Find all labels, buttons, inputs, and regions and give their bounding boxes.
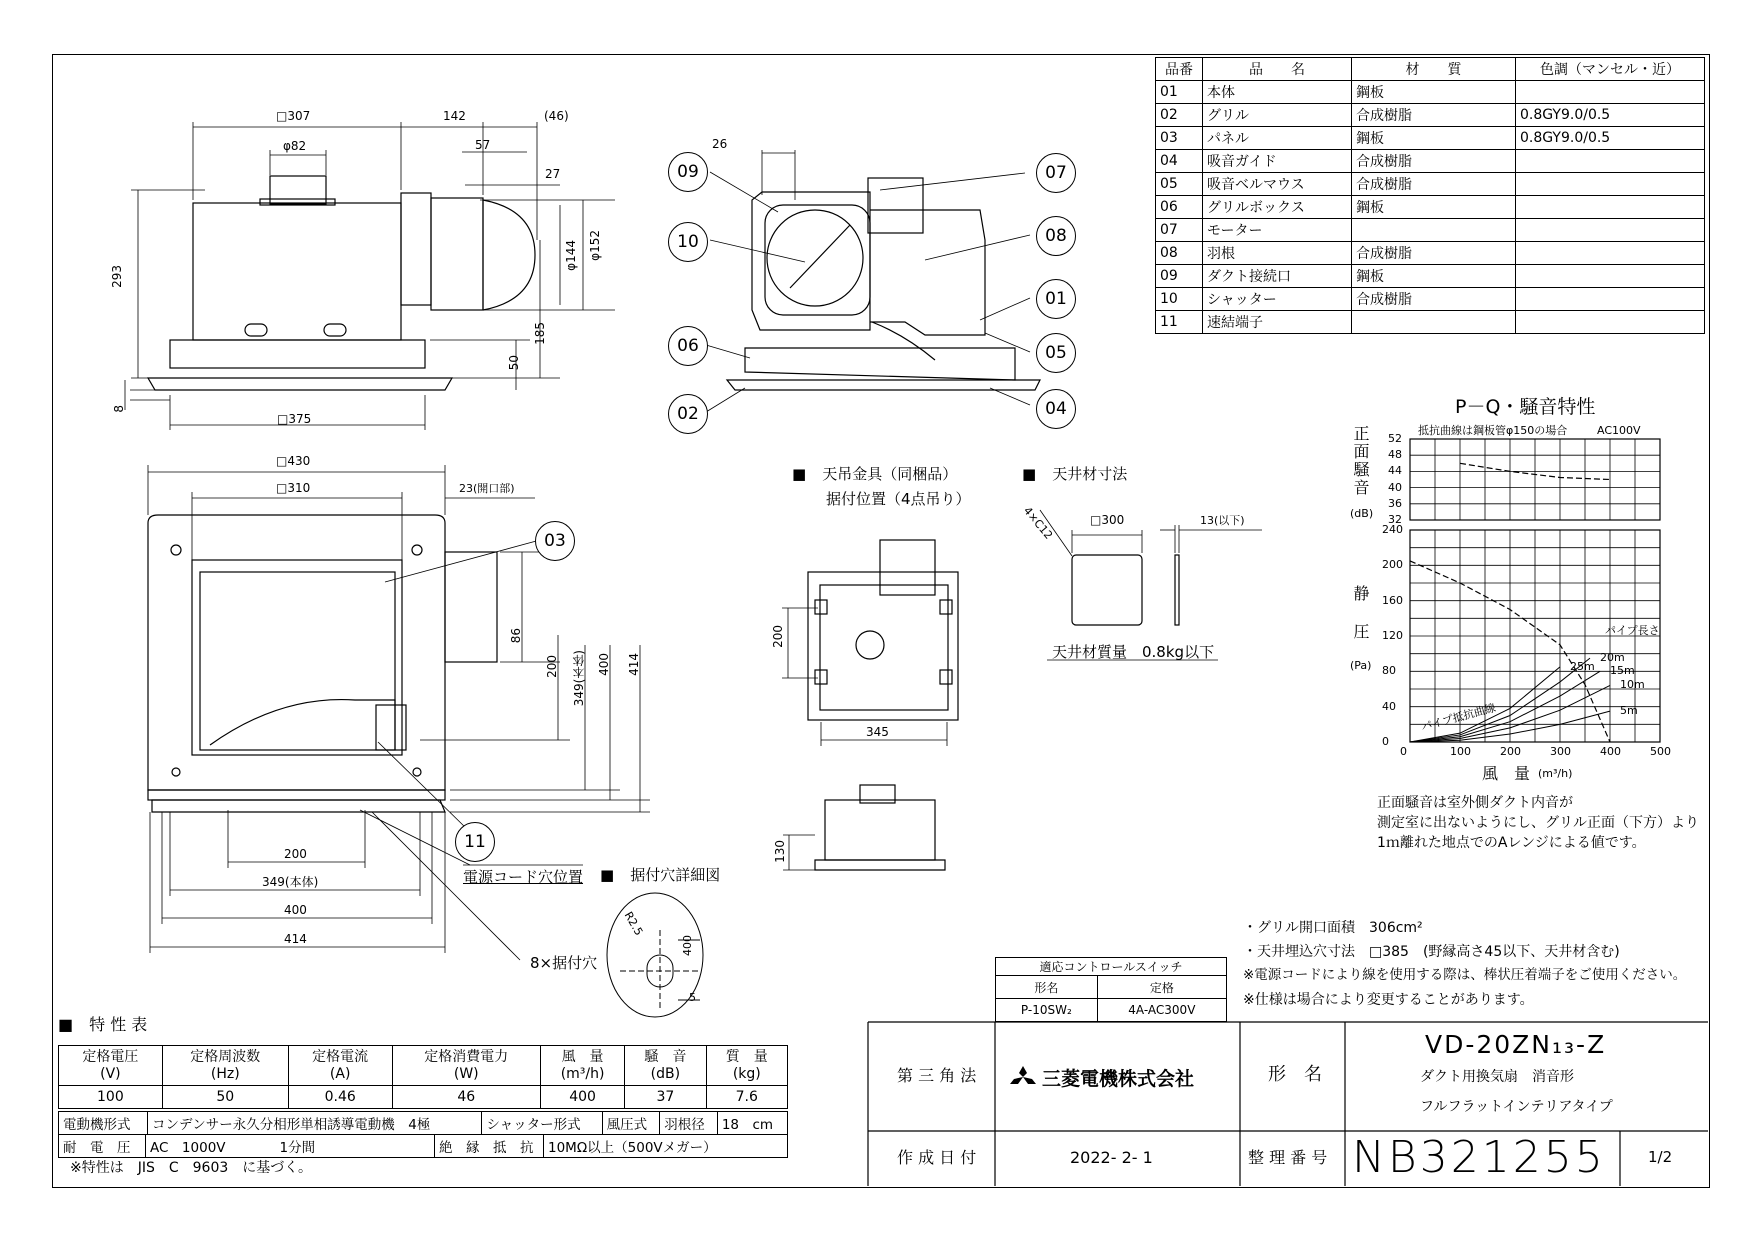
plan-view-bottom [148, 515, 497, 812]
callout-11: 11 [455, 822, 495, 862]
dim-375: □375 [277, 412, 312, 426]
insulation-label: 絶 縁 抵 抗 [435, 1135, 544, 1158]
dim-phi82: φ82 [283, 139, 307, 153]
noise-axis-label: 正面騒音 [1351, 425, 1370, 497]
dim-26: 26 [712, 137, 728, 151]
spec-note-2: ・天井埋込穴寸法 □385 (野縁高さ45以下、天井材含む) [1243, 944, 1620, 960]
model-desc-1: ダクト用換気扇 消音形 [1420, 1069, 1574, 1085]
power-cord-position: 電源コード穴位置 [463, 868, 584, 886]
table-row: 02 グリル 合成樹脂 0.8GY9.0/0.5 [1156, 104, 1705, 127]
ceiling-title: 天井材寸法 [1052, 465, 1128, 483]
ceiling-mass: 天井材質量 0.8kg以下 [1052, 643, 1215, 661]
switch-header-rating: 定格 [1097, 976, 1226, 999]
characteristics-title: 特 性 表 [89, 1015, 148, 1034]
pq-chart-title: P－Q・騒音特性 [1455, 396, 1596, 418]
x-tick-label: 100 [1450, 745, 1471, 758]
parts-header-material: 材 質 [1352, 58, 1516, 81]
noise-note-line-3: 1ｍ離れた地点でのAレンジによる値です。 [1377, 835, 1646, 851]
callout-08: 08 [1036, 216, 1076, 256]
spec-note-4: ※仕様は場合により変更することがあります。 [1243, 992, 1534, 1008]
table-row: 04 吸音ガイド 合成樹脂 [1156, 150, 1705, 173]
dim-142: 142 [443, 109, 466, 123]
spec-note-1: ・グリル開口面積 306cm² [1243, 920, 1423, 936]
noise-tick-label: 32 [1388, 513, 1402, 526]
noise-note: 抵抗曲線は鋼板管φ150の場合 [1418, 424, 1568, 437]
motor-value: コンデンサー永久分相形単相誘導電動機 4極 [148, 1112, 482, 1135]
noise-note-line-1: 正面騒音は室外側ダクト内音が [1377, 795, 1573, 811]
dim-185: 185 [533, 322, 547, 345]
pressure-tick-label: 200 [1382, 558, 1403, 572]
dim-414-v: 414 [627, 653, 641, 676]
company-name: 三菱電機株式会社 [1042, 1068, 1195, 1090]
pressure-tick-label: 40 [1382, 699, 1396, 713]
char-noise: 37 [625, 1086, 706, 1109]
pressure-tick-label: 80 [1382, 664, 1396, 678]
switch-rating: 4A-AC300V [1097, 999, 1226, 1022]
noise-tick-label: 36 [1388, 496, 1402, 510]
dim-23: 23(開口部) [459, 482, 515, 495]
char-mass: 7.6 [706, 1086, 787, 1109]
char-header-frequency: 定格周波数 (Hz) [162, 1046, 288, 1086]
table-row: 11 速結端子 [1156, 311, 1705, 334]
callout-03: 03 [535, 521, 575, 561]
parts-header-no: 品番 [1156, 58, 1203, 81]
callout-04: 04 [1036, 389, 1076, 429]
table-row: 10 シャッター 合成樹脂 [1156, 288, 1705, 311]
callout-09: 09 [668, 152, 708, 192]
table-row: 06 グリルボックス 鋼板 [1156, 196, 1705, 219]
table-row: 08 羽根 合成樹脂 [1156, 242, 1705, 265]
switch-header-model: 形名 [996, 976, 1098, 999]
noise-tick-label: 44 [1388, 464, 1402, 478]
withstand-value: AC 1000V 1分間 [146, 1135, 435, 1158]
parts-header-color: 色調（マンセル・近） [1516, 58, 1705, 81]
char-voltage: 100 [59, 1086, 163, 1109]
x-tick-label: 200 [1500, 745, 1521, 758]
callout-10: 10 [668, 222, 708, 262]
table-row: 01 本体 鋼板 [1156, 81, 1705, 104]
motor-label: 電動機形式 [59, 1112, 148, 1135]
pipe-curve-label: 10m [1620, 678, 1645, 692]
number-label: 整 理 番 号 [1248, 1148, 1328, 1167]
characteristics-footnote: ※特性は JIS C 9603 に基づく。 [70, 1160, 312, 1176]
parts-header-name: 品 名 [1203, 58, 1352, 81]
dim-13: 13(以下) [1200, 514, 1245, 527]
dim-46: (46) [544, 109, 569, 123]
company-logo-row [1010, 1066, 1194, 1089]
dim-8: 8 [112, 405, 126, 413]
insulation-value: 10MΩ以上（500Vメガー） [544, 1135, 788, 1158]
pressure-tick-label: 0 [1382, 735, 1389, 748]
model-number: VD-20ZN₁₃-Z [1425, 1030, 1607, 1059]
dim-349-h: 349(本体) [262, 875, 319, 889]
mount-hole-title: 据付穴詳細図 [630, 866, 721, 884]
dim-345: 345 [866, 725, 889, 739]
x-tick-label: 500 [1650, 745, 1671, 758]
eight-holes-label: 8×据付穴 [530, 954, 598, 972]
sheet-number: 1/2 [1648, 1148, 1673, 1166]
table-row: 07 モーター [1156, 219, 1705, 242]
char-header-airflow: 風 量 (m³/h) [540, 1046, 624, 1086]
char-header-voltage: 定格電圧 (V) [59, 1046, 163, 1086]
blade-value: 18 cm [717, 1112, 787, 1135]
characteristics-table-extra [58, 1111, 788, 1135]
dim-200-h: 200 [284, 847, 307, 861]
switch-model: P-10SW₂ [996, 999, 1098, 1022]
ceiling-dims [1040, 510, 1262, 660]
dim-300: □300 [1090, 513, 1125, 527]
char-frequency: 50 [162, 1086, 288, 1109]
dim-57: 57 [475, 138, 491, 152]
callout-02: 02 [668, 394, 708, 434]
resistance-label: パイプ抵抗曲線 [1419, 701, 1498, 734]
dim-400-h: 400 [284, 903, 307, 917]
dim-293: 293 [110, 265, 124, 288]
x-axis-unit: (m³/h) [1538, 767, 1573, 780]
pressure-unit: (Pa) [1350, 659, 1372, 672]
pipe-curve-label: 5m [1620, 704, 1638, 718]
callout-05: 05 [1036, 333, 1076, 373]
x-axis-label: 風 量 [1482, 764, 1531, 783]
characteristics-table [58, 1045, 788, 1109]
pipe-length-label: パイプ長さ [1605, 624, 1660, 637]
hanger-subtitle: 据付位置（4点吊り） [826, 490, 971, 508]
document-number: NB321255 [1352, 1132, 1606, 1183]
dim-4xc12: 4×C12 [1020, 504, 1056, 542]
dim-50: 50 [507, 355, 521, 371]
callout-01: 01 [1036, 279, 1076, 319]
ceiling-plate [1072, 555, 1179, 625]
char-header-mass: 質 量 (kg) [706, 1046, 787, 1086]
dim-200-v: 200 [545, 655, 559, 678]
company-logo-icon [1010, 1066, 1036, 1089]
char-power: 46 [392, 1086, 540, 1109]
dim-phi144: φ144 [564, 240, 578, 271]
table-row: 09 ダクト接続口 鋼板 [1156, 265, 1705, 288]
char-current: 0.46 [288, 1086, 392, 1109]
char-header-current: 定格電流 (A) [288, 1046, 392, 1086]
hanger-views [808, 540, 958, 870]
dim-400-small: 400 [681, 935, 694, 956]
char-header-power: 定格消費電力 (W) [392, 1046, 540, 1086]
pipe-curve-label: 25m [1570, 659, 1595, 673]
pressure-tick-label: 120 [1382, 629, 1403, 642]
pressure-axis-label: 静圧 [1351, 585, 1370, 661]
x-tick-label: 0 [1400, 745, 1407, 758]
pipe-curve-label: 20m [1600, 651, 1625, 665]
noise-unit: (dB) [1350, 507, 1374, 520]
shutter-value: 風圧式 [602, 1112, 660, 1135]
noise-tick-label: 48 [1388, 448, 1402, 462]
spec-note-3: ※電源コードにより線を使用する際は、棒状圧着端子をご使用ください。 [1243, 967, 1687, 983]
callout-07: 07 [1036, 153, 1076, 193]
dim-130: 130 [773, 840, 787, 863]
hanger-dims [782, 608, 947, 870]
dim-400-v: 400 [597, 653, 611, 676]
pressure-tick-label: 240 [1382, 523, 1403, 536]
noise-tick-label: 52 [1388, 432, 1402, 445]
dim-349-v: 349(本体) [572, 650, 586, 707]
dim-414-h: 414 [284, 932, 307, 946]
characteristics-title-row [58, 1017, 147, 1033]
dim-5: 5 [689, 991, 696, 1004]
side-view-top [148, 176, 535, 390]
x-tick-label: 300 [1550, 745, 1571, 758]
ceiling-title-row [1022, 467, 1127, 482]
noise-note-line-2: 測定室に出ないようにし、グリル正面（下方）より [1377, 815, 1699, 831]
pipe-curve-label: 15m [1610, 664, 1635, 678]
dim-310: □310 [276, 481, 311, 495]
dim-86: 86 [509, 628, 523, 644]
switch-table-title: 適応コントロールスイッチ [996, 958, 1227, 976]
dim-307: □307 [276, 109, 311, 123]
noise-tick-label: 40 [1388, 480, 1402, 494]
pq-chart [1410, 439, 1660, 742]
table-row: 03 パネル 鋼板 0.8GY9.0/0.5 [1156, 127, 1705, 150]
char-header-noise: 騒 音 (dB) [625, 1046, 706, 1086]
side-view-top-dims [125, 122, 615, 430]
shutter-label: シャッター形式 [482, 1112, 602, 1135]
blade-label: 羽根径 [660, 1112, 718, 1135]
dim-r25: R2.5 [621, 909, 646, 938]
char-airflow: 400 [540, 1086, 624, 1109]
dim-27: 27 [545, 167, 561, 181]
x-tick-label: 400 [1600, 745, 1621, 758]
pressure-tick-label: 160 [1382, 593, 1403, 607]
hanger-title: 天吊金具（同梱品） [822, 465, 958, 483]
table-row: 05 吸音ベルマウス 合成樹脂 [1156, 173, 1705, 196]
dim-phi152: φ152 [588, 230, 602, 261]
projection-method: 第 三 角 法 [897, 1066, 977, 1085]
mount-hole-title-row [600, 868, 720, 883]
callout-06: 06 [668, 326, 708, 366]
dim-200-hanger: 200 [771, 625, 785, 648]
creation-date: 2022- 2- 1 [1070, 1148, 1153, 1167]
switch-table [995, 957, 1227, 1022]
voltage-label: AC100V [1597, 424, 1641, 437]
date-label: 作 成 日 付 [897, 1148, 977, 1167]
model-label: 形 名 [1268, 1064, 1322, 1085]
hanger-title-row [792, 467, 957, 482]
dim-430: □430 [276, 454, 311, 468]
characteristics-table-extra-2 [58, 1134, 788, 1158]
parts-table [1155, 57, 1705, 334]
model-desc-2: フルフラットインテリアタイプ [1420, 1099, 1613, 1115]
withstand-label: 耐 電 圧 [59, 1135, 146, 1158]
